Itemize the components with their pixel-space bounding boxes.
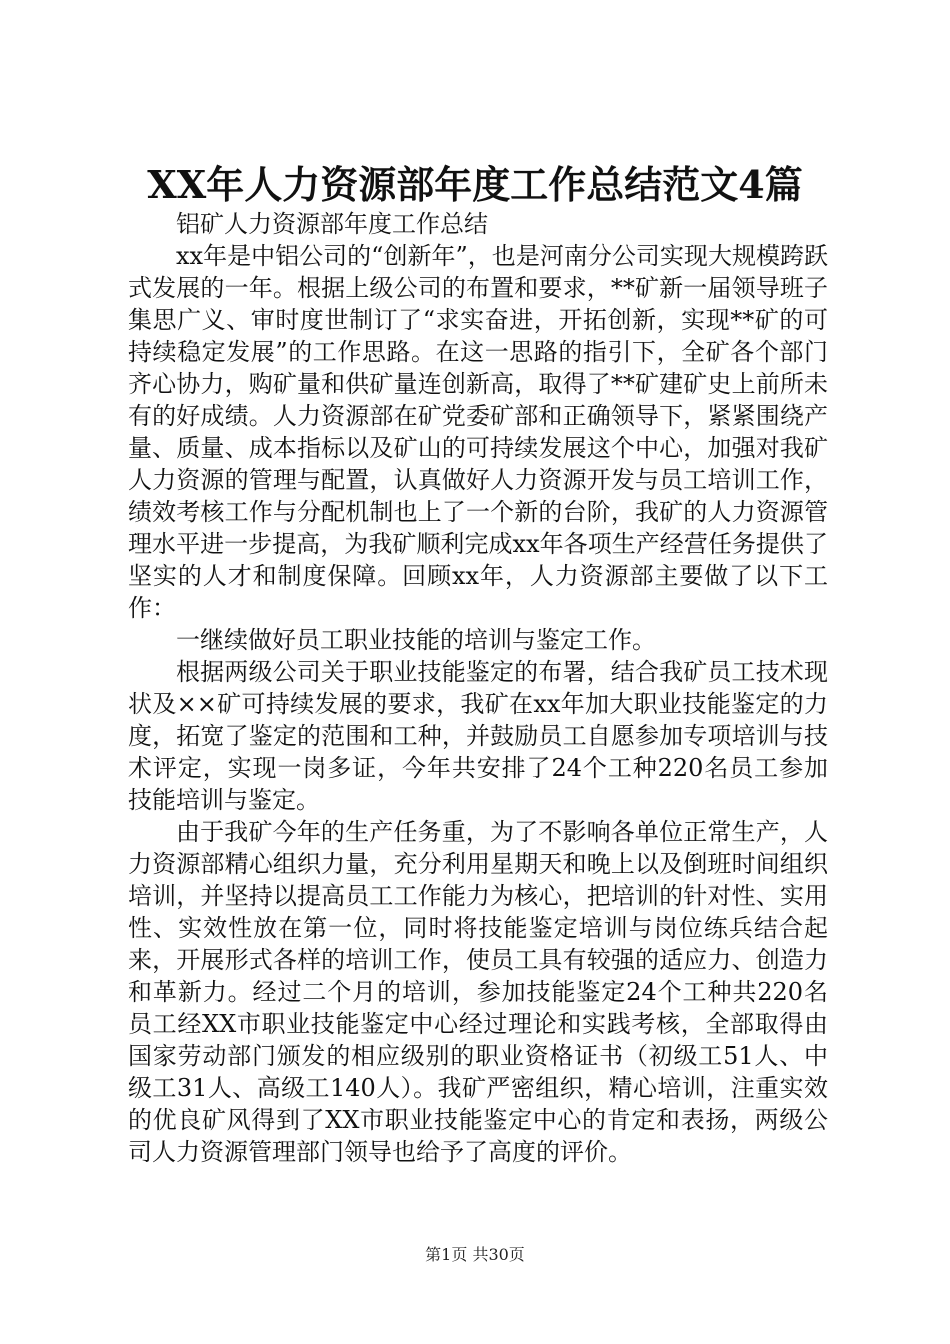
- document-body: [128, 208, 828, 1168]
- body-paragraph: xx年是中铝公司的“创新年”，也是河南分公司实现大规模跨跃式发展的一年。根据上级公司的布置和要求，**矿新一届领导班子集思广义、审时度世制订了“求实奋进，开拓创新，实现**矿的可持续稳定发展”的工作思路。在这一思路的指引下，全矿各个部门齐心协力，购矿量和供矿量连创新高，取得了**矿建矿史上前所未有的好成绩。人力资源部在矿党委矿部和正确领导下，紧紧围绕产量、质量、成本指标以及矿山的可持续发展这个中心，加强对我矿人力资源的管理与配置，认真做好人力资源开发与员工培训工作，绩效考核工作与分配机制也上了一个新的台阶，我矿的人力资源管理水平进一步提高，为我矿顺利完成xx年各项生产经营任务提供了坚实的人才和制度保障。回顾xx年，人力资源部主要做了以下工作：: [128, 242, 828, 622]
- section-heading: 铝矿人力资源部年度工作总结: [176, 210, 488, 238]
- section-heading: 一继续做好员工职业技能的培训与鉴定工作。: [176, 626, 656, 654]
- page-number-footer: 第1页 共30页: [425, 1245, 525, 1264]
- document-title: XX年人力资源部年度工作总结范文4篇: [147, 162, 803, 207]
- body-paragraph: 由于我矿今年的生产任务重，为了不影响各单位正常生产，人力资源部精心组织力量，充分利用星期天和晚上以及倒班时间组织培训，并坚持以提高员工工作能力为核心，把培训的针对性、实用性、实效性放在第一位，同时将技能鉴定培训与岗位练兵结合起来，开展形式各样的培训工作，使员工具有较强的适应力、创造力和革新力。经过二个月的培训，参加技能鉴定24个工种共220名员工经XX市职业技能鉴定中心经过理论和实践考核，全部取得由国家劳动部门颁发的相应级别的职业资格证书（初级工51人、中级工31人、高级工140人）。我矿严密组织，精心培训，注重实效的优良矿风得到了XX市职业技能鉴定中心的肯定和表扬，两级公司人力资源管理部门领导也给予了高度的评价。: [128, 818, 828, 1166]
- body-paragraph: 根据两级公司关于职业技能鉴定的布署，结合我矿员工技术现状及××矿可持续发展的要求，我矿在xx年加大职业技能鉴定的力度，拓宽了鉴定的范围和工种，并鼓励员工自愿参加专项培训与技术评定，实现一岗多证，今年共安排了24个工种220名员工参加技能培训与鉴定。: [128, 658, 828, 814]
